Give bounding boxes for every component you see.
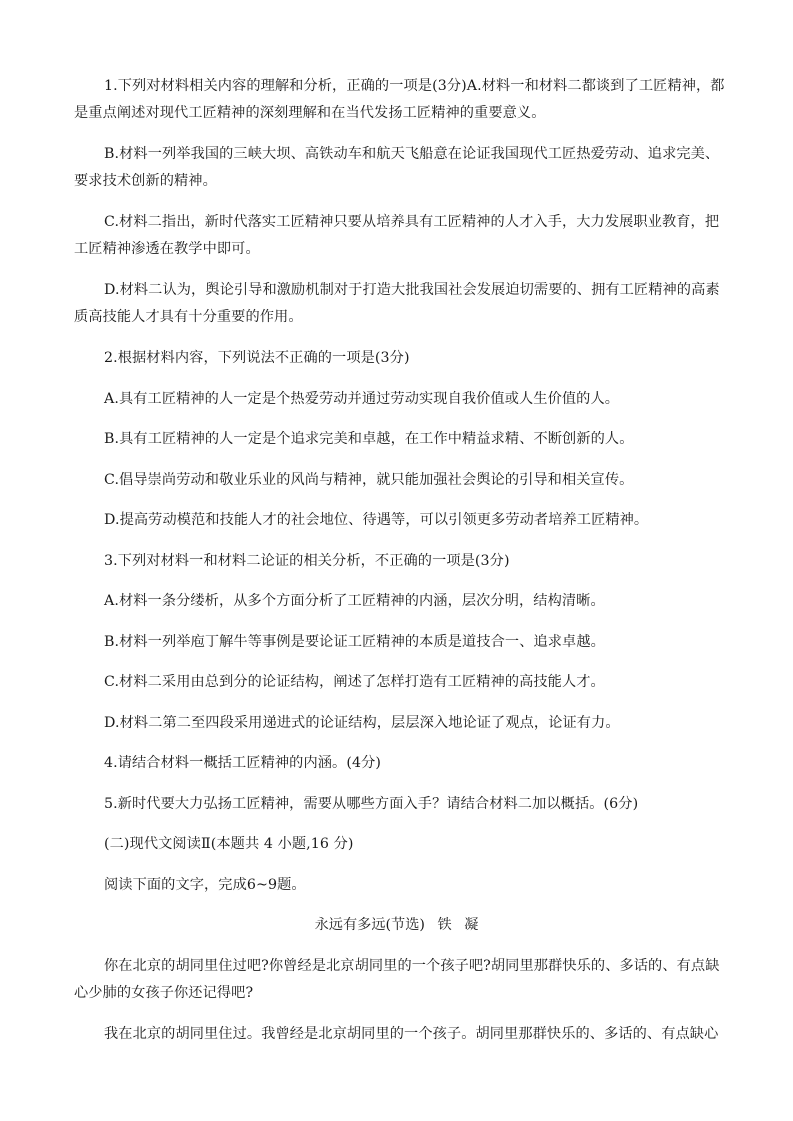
text-line: 工匠精神渗透在教学中即可。 [74, 241, 260, 257]
passage-text: 你在北京的胡同里住过吧?你曾经是北京胡同里的一个孩子吧?胡同里那群快乐的、多话的、有点缺 [104, 958, 720, 974]
question-2: 2.根据材料内容，下列说法不正确的一项是(3分) [104, 350, 410, 366]
passage-title-text: 永远有多远(节选) [314, 917, 425, 933]
text-line: C.材料二指出，新时代落实工匠精神只要从培养具有工匠精神的人才入手，大力发展职业教育，把 [104, 214, 720, 230]
passage-title [0, 915, 793, 935]
text-line: 质高技能人才具有十分重要的作用。 [74, 309, 303, 325]
text-line: D.材料二认为，舆论引导和激励机制对于打造大批我国社会发展迫切需要的、拥有工匠精神的高素 [104, 282, 720, 298]
option-b: B.具有工匠精神的人一定是个追求完美和卓越，在工作中精益求精、不断创新的人。 [104, 431, 634, 447]
question-4: 4.请结合材料一概括工匠精神的内涵。(4分) [104, 755, 382, 771]
section-heading: (二)现代文阅读Ⅱ(本题共 4 小题,16 分) [104, 836, 354, 852]
passage-author: 铁 [437, 917, 452, 933]
option-d: D.提高劳动模范和技能人才的社会地位、待遇等，可以引领更多劳动者培养工匠精神。 [104, 512, 649, 528]
text-line: B.材料一列举我国的三峡大坝、高铁动车和航天飞船意在论证我国现代工匠热爱劳动、追求完美、 [104, 146, 720, 162]
text-line: 1.下列对材料相关内容的理解和分析，正确的一项是(3分)A.材料一和材料二都谈到了工匠精神，都 [104, 78, 725, 94]
text-line: 要求技术创新的精神。 [74, 173, 217, 189]
option-c: C.材料二采用由总到分的论证结构，阐述了怎样打造有工匠精神的高技能人才。 [104, 674, 605, 690]
question-5: 5.新时代要大力弘扬工匠精神，需要从哪些方面入手？请结合材料二加以概括。(6分) [104, 796, 639, 812]
passage-text: 心少肺的女孩子你还记得吧? [74, 985, 254, 1001]
text-line: 是重点阐述对现代工匠精神的深刻理解和在当代发扬工匠精神的重要意义。 [74, 105, 546, 121]
option-a: A.材料一条分缕析，从多个方面分析了工匠精神的内涵，层次分明，结构清晰。 [104, 593, 605, 609]
option-a: A.具有工匠精神的人一定是个热爱劳动并通过劳动实现自我价值或人生价值的人。 [104, 391, 620, 407]
passage-author: 凝 [464, 917, 479, 933]
option-c: C.倡导崇尚劳动和敬业乐业的风尚与精神，就只能加强社会舆论的引导和相关宣传。 [104, 472, 634, 488]
passage-text: 我在北京的胡同里住过。我曾经是北京胡同里的一个孩子。胡同里那群快乐的、多话的、有点缺心 [104, 1026, 719, 1042]
option-b: B.材料一列举庖丁解牛等事例是要论证工匠精神的本质是道技合一、追求卓越。 [104, 634, 605, 650]
reading-instruction: 阅读下面的文字，完成6~9题。 [104, 877, 306, 893]
question-3: 3.下列对材料一和材料二论证的相关分析，不正确的一项是(3分) [104, 553, 510, 569]
option-d: D.材料二第二至四段采用递进式的论证结构，层层深入地论证了观点，论证有力。 [104, 715, 620, 731]
